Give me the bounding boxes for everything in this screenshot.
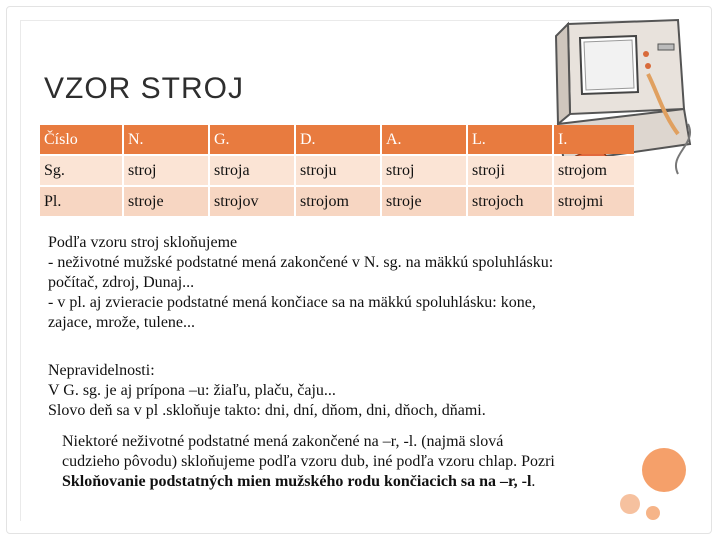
table-cell: stroji: [468, 156, 552, 185]
table-cell: strojmi: [554, 187, 634, 216]
table-cell: Sg.: [40, 156, 122, 185]
text-line: počítač, zdroj, Dunaj...: [48, 274, 195, 291]
table-header-cell: I.: [554, 125, 634, 154]
irregularities-paragraph: [48, 361, 648, 421]
text-line: Niektoré neživotné podstatné mená zakončené na –r, -l. (najmä slová: [62, 433, 504, 450]
table-cell: stroj: [124, 156, 208, 185]
table-cell: stroje: [124, 187, 208, 216]
table-header-cell: L.: [468, 125, 552, 154]
table-cell: stroje: [382, 187, 466, 216]
text-line: Podľa vzoru stroj skloňujeme: [48, 234, 238, 251]
table-cell: stroja: [210, 156, 294, 185]
table-cell: stroju: [296, 156, 380, 185]
decor-circle: [620, 494, 640, 514]
text-line: Nepravidelnosti:: [48, 362, 155, 379]
table-header-row: [40, 125, 634, 154]
table-cell: strojoch: [468, 187, 552, 216]
table-row: [40, 187, 634, 216]
table-header-cell: A.: [382, 125, 466, 154]
table-cell: Pl.: [40, 187, 122, 216]
text-line: Slovo deň sa v pl .skloňuje takto: dni, dní, dňom, dni, dňoch, dňami.: [48, 402, 486, 419]
table-header-cell: Číslo: [40, 125, 122, 154]
text-line: - neživotné mužské podstatné mená zakončené v N. sg. na mäkkú spoluhlásku:: [48, 254, 554, 271]
table-cell: strojov: [210, 187, 294, 216]
declension-table: [38, 123, 636, 218]
table-header-cell: D.: [296, 125, 380, 154]
text-line: cudzieho pôvodu) skloňujeme podľa vzoru dub, iné podľa vzoru chlap. Pozri: [62, 453, 555, 470]
note-paragraph: [62, 432, 632, 492]
table-header-cell: N.: [124, 125, 208, 154]
text-fragment: .: [531, 473, 536, 490]
decor-circle: [642, 448, 686, 492]
usage-paragraph: [48, 233, 648, 333]
table-cell: strojom: [296, 187, 380, 216]
table-row: [40, 156, 634, 185]
table-header-cell: G.: [210, 125, 294, 154]
page-title: VZOR STROJ: [44, 72, 245, 105]
text-line: [62, 472, 632, 492]
decor-circle: [646, 506, 660, 520]
reference-link[interactable]: Skloňovanie podstatných mien mužského rodu končiacich sa na –r, -l: [62, 473, 532, 490]
text-line: - v pl. aj zvieracie podstatné mená končiace sa na mäkkú spoluhlásku: kone,: [48, 294, 536, 311]
text-line: V G. sg. je aj prípona –u: žiaľu, plaču, čaju...: [48, 382, 336, 399]
table-cell: strojom: [554, 156, 634, 185]
table-cell: stroj: [382, 156, 466, 185]
text-line: zajace, mrože, tulene...: [48, 314, 196, 331]
